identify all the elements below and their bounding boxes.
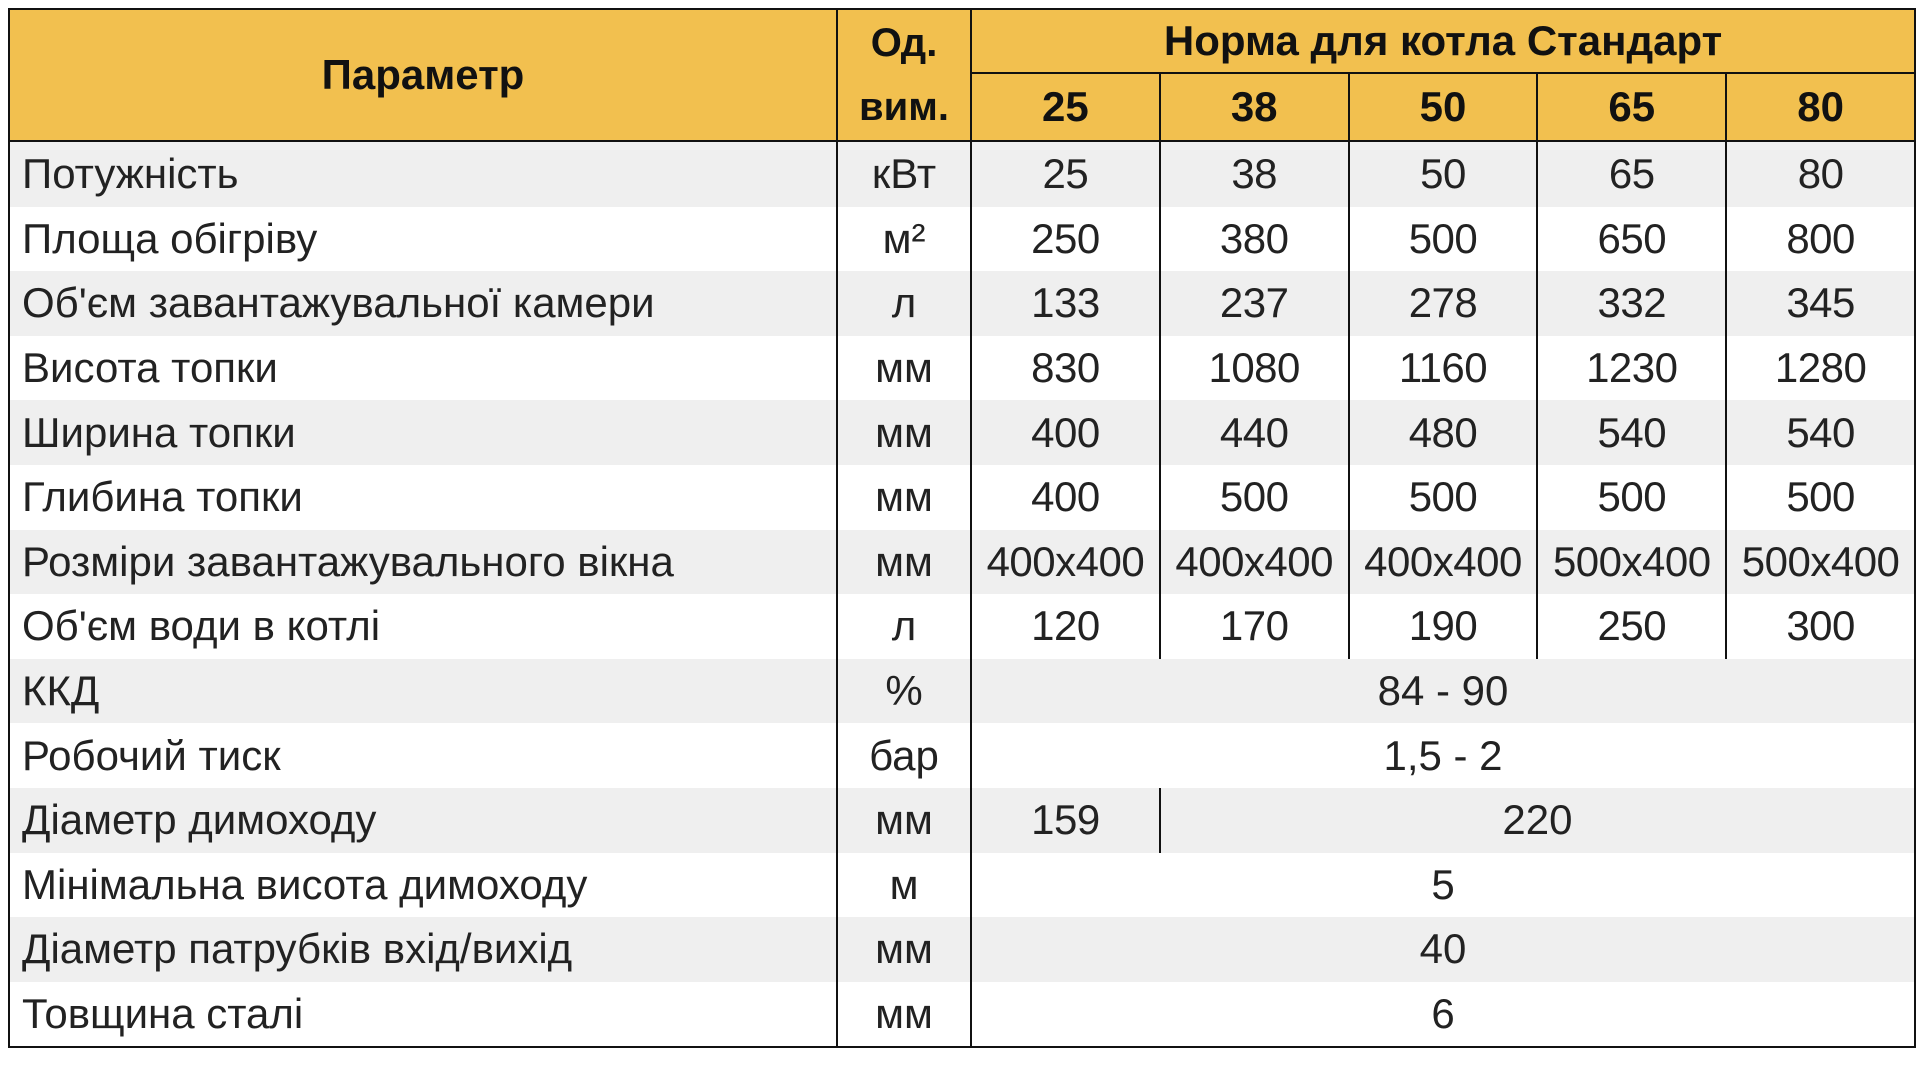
row-value: 80 [1726,141,1915,207]
row-parameter: Діаметр патрубків вхід/вихід [9,917,837,982]
row-parameter: Діаметр димоходу [9,788,837,853]
row-value: 500 [1726,465,1915,530]
table-row [9,141,1915,207]
boiler-spec-table [8,8,1916,1048]
row-parameter: Робочий тиск [9,723,837,788]
row-value-merged: 40 [971,917,1915,982]
row-value: 25 [971,141,1160,207]
row-value: 500 [1537,465,1726,530]
row-value: 1160 [1349,336,1538,401]
header-model: 25 [971,73,1160,141]
header-unit-line1: Од. [870,21,938,65]
row-value: 65 [1537,141,1726,207]
row-value: 170 [1160,594,1349,659]
row-value: 50 [1349,141,1538,207]
row-value: 830 [971,336,1160,401]
row-unit: кВт [837,141,971,207]
row-parameter: Ширина топки [9,400,837,465]
row-unit: мм [837,336,971,401]
table-row [9,853,1915,918]
row-parameter: Глибина топки [9,465,837,530]
row-unit: м² [837,207,971,272]
table-row [9,271,1915,336]
table-row [9,336,1915,401]
row-unit: мм [837,465,971,530]
row-parameter: Потужність [9,141,837,207]
table-row [9,982,1915,1048]
header-unit-line2: вим. [859,85,949,129]
row-value: 237 [1160,271,1349,336]
row-unit: л [837,271,971,336]
table-row [9,207,1915,272]
row-value: 500x400 [1537,530,1726,595]
header-model: 65 [1537,73,1726,141]
row-value: 400x400 [971,530,1160,595]
row-value: 500 [1160,465,1349,530]
row-value: 540 [1726,400,1915,465]
table-row [9,530,1915,595]
row-value: 300 [1726,594,1915,659]
table-row [9,917,1915,982]
header-parameter: Параметр [9,9,837,141]
row-value: 480 [1349,400,1538,465]
row-unit: л [837,594,971,659]
row-parameter: Площа обігріву [9,207,837,272]
row-value: 500x400 [1726,530,1915,595]
table-row [9,594,1915,659]
row-parameter: Об'єм завантажувальної камери [9,271,837,336]
row-value: 380 [1160,207,1349,272]
table-body [9,141,1915,1047]
row-unit: мм [837,917,971,982]
row-value: 400x400 [1349,530,1538,595]
row-value-merged: 1,5 - 2 [971,723,1915,788]
table-header [9,9,1915,141]
row-value: 250 [1537,594,1726,659]
row-value: 500 [1349,465,1538,530]
table-row [9,788,1915,853]
row-unit: м [837,853,971,918]
row-value: 440 [1160,400,1349,465]
row-value: 1080 [1160,336,1349,401]
row-value-merged: 84 - 90 [971,659,1915,724]
row-value-merged: 6 [971,982,1915,1048]
table-row [9,400,1915,465]
header-unit [837,9,971,141]
row-unit: мм [837,982,971,1048]
row-value: 500 [1349,207,1538,272]
header-model: 50 [1349,73,1538,141]
table-row [9,723,1915,788]
row-unit: % [837,659,971,724]
row-value: 38 [1160,141,1349,207]
row-parameter: Мінімальна висота димоходу [9,853,837,918]
row-parameter: Товщина сталі [9,982,837,1048]
row-value: 400 [971,400,1160,465]
row-unit: мм [837,530,971,595]
row-value: 190 [1349,594,1538,659]
row-value: 400 [971,465,1160,530]
row-value: 650 [1537,207,1726,272]
row-value: 1280 [1726,336,1915,401]
row-value-merged: 5 [971,853,1915,918]
row-unit: мм [837,400,971,465]
table-row [9,465,1915,530]
row-value: 120 [971,594,1160,659]
row-parameter: ККД [9,659,837,724]
row-unit: мм [837,788,971,853]
header-model: 38 [1160,73,1349,141]
row-parameter: Розміри завантажувального вікна [9,530,837,595]
header-model: 80 [1726,73,1915,141]
row-value: 345 [1726,271,1915,336]
table-row [9,659,1915,724]
row-value: 540 [1537,400,1726,465]
row-value: 400x400 [1160,530,1349,595]
row-value: 332 [1537,271,1726,336]
row-value: 133 [971,271,1160,336]
row-unit: бар [837,723,971,788]
header-group: Норма для котла Стандарт [971,9,1915,73]
row-value: 800 [1726,207,1915,272]
row-parameter: Об'єм води в котлі [9,594,837,659]
row-value: 159 [971,788,1160,853]
row-value: 278 [1349,271,1538,336]
row-value: 250 [971,207,1160,272]
row-value-merged: 220 [1160,788,1915,853]
row-parameter: Висота топки [9,336,837,401]
row-value: 1230 [1537,336,1726,401]
